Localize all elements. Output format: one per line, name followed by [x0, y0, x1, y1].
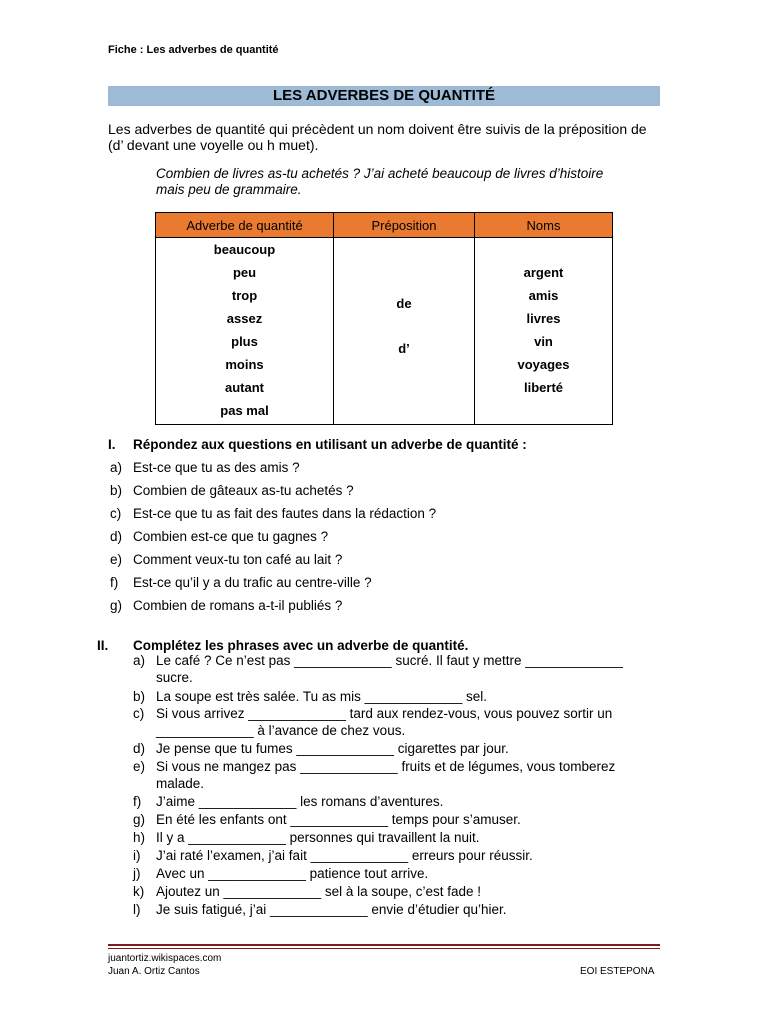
item-letter: d)	[133, 741, 146, 756]
example-line: Combien de livres as-tu achetés ? J’ai acheté beaucoup de livres d’histoire	[156, 166, 604, 181]
intro-line: Les adverbes de quantité qui précèdent un nom doivent être suivis de la préposition de	[108, 121, 647, 137]
list-item	[110, 529, 660, 549]
item-letter: i)	[133, 848, 141, 863]
section1-title: Répondez aux questions en utilisant un adverbe de quantité :	[133, 437, 527, 452]
section2-title: Complétez les phrases avec un adverbe de quantité.	[133, 638, 469, 653]
list-item	[133, 812, 663, 830]
example-line: mais peu de grammaire.	[156, 182, 302, 197]
page-header: Fiche : Les adverbes de quantité	[108, 44, 279, 56]
list-item	[133, 706, 663, 742]
footer-author: Juan A. Ortiz Cantos	[108, 966, 200, 977]
title-bar	[108, 86, 660, 106]
adverb-item: autant	[225, 380, 264, 395]
footer-school: EOI ESTEPONA	[580, 966, 655, 977]
item-text: Le café ? Ce n’est pas _____________ sucré. Il faut y mettre _____________	[156, 653, 623, 668]
list-item	[133, 741, 663, 759]
noun-item: voyages	[517, 357, 570, 372]
list-item	[133, 866, 663, 884]
item-letter: b)	[133, 689, 146, 704]
item-text: Je pense que tu fumes _____________ cigarettes par jour.	[156, 741, 509, 756]
list-item	[110, 460, 660, 480]
item-letter: c)	[133, 706, 145, 721]
list-item	[110, 506, 660, 526]
list-item	[133, 830, 663, 848]
list-item	[133, 689, 663, 707]
item-text: Si vous arrivez _____________ tard aux rendez-vous, vous pouvez sortir un	[156, 706, 613, 721]
item-text: Comment veux-tu ton café au lait ?	[133, 552, 343, 567]
item-text: Combien de gâteaux as-tu achetés ?	[133, 483, 354, 498]
table-header-nouns: Noms	[475, 213, 613, 238]
list-item	[110, 575, 660, 595]
item-text: Est-ce que tu as fait des fautes dans la rédaction ?	[133, 506, 437, 521]
table-header-adverb: Adverbe de quantité	[156, 213, 334, 238]
list-item	[110, 552, 660, 572]
preposition-list	[334, 238, 474, 424]
table-header-preposition: Préposition	[334, 213, 475, 238]
item-letter: g)	[110, 598, 123, 613]
list-item	[133, 902, 663, 920]
example-sentence	[156, 166, 656, 198]
list-item	[133, 848, 663, 866]
item-letter: c)	[110, 506, 122, 521]
nouns-cell	[475, 238, 613, 425]
item-text: J’ai raté l’examen, j’ai fait _____________ erreurs pour réussir.	[156, 848, 533, 863]
item-letter: d)	[110, 529, 123, 544]
item-text: Je suis fatigué, j’ai _____________ envie d’étudier qu’hier.	[156, 902, 507, 917]
noun-item: liberté	[523, 380, 563, 395]
preposition-item: de	[396, 296, 412, 311]
section2-number: II.	[97, 638, 109, 653]
item-text: Combien est-ce que tu gagnes ?	[133, 529, 329, 544]
nouns-list	[475, 238, 612, 424]
list-item	[133, 653, 663, 689]
item-letter: e)	[110, 552, 123, 567]
item-letter: e)	[133, 759, 146, 774]
item-letter: h)	[133, 830, 146, 845]
preposition-item: d’	[398, 341, 410, 356]
adverb-item: pas mal	[220, 403, 269, 418]
item-text: Combien de romans a-t-il publiés ?	[133, 598, 343, 613]
item-text: Il y a _____________ personnes qui travaillent la nuit.	[156, 830, 480, 845]
item-letter: a)	[133, 653, 146, 668]
item-letter: f)	[133, 794, 142, 809]
adverb-item: beaucoup	[213, 242, 276, 257]
adverb-table	[155, 212, 613, 425]
noun-item: livres	[526, 311, 561, 326]
noun-item: argent	[523, 265, 564, 280]
adverb-item: plus	[231, 334, 258, 349]
list-item	[133, 759, 663, 795]
adverb-item: trop	[231, 288, 258, 303]
item-text: Si vous ne mangez pas _____________ fruits et de légumes, vous tomberez	[156, 759, 616, 774]
item-text-cont: malade.	[156, 776, 205, 791]
intro-paragraph	[108, 121, 668, 153]
item-text: Est-ce que tu as des amis ?	[133, 460, 300, 475]
item-letter: f)	[110, 575, 119, 590]
adverbs-list	[156, 238, 333, 424]
adverbs-cell	[156, 238, 334, 425]
footer-rule	[108, 944, 660, 946]
item-text: Avec un _____________ patience tout arrive.	[156, 866, 429, 881]
footer-rule	[108, 948, 660, 949]
noun-item: amis	[528, 288, 559, 303]
item-letter: l)	[133, 902, 141, 917]
footer-site: juantortiz.wikispaces.com	[108, 953, 222, 964]
list-item	[110, 483, 660, 503]
list-item	[133, 794, 663, 812]
intro-line: (d’ devant une voyelle ou h muet).	[108, 137, 319, 153]
adverb-item: moins	[225, 357, 264, 372]
section1-number: I.	[108, 437, 116, 452]
item-text: En été les enfants ont _____________ temps pour s’amuser.	[156, 812, 521, 827]
page-title: LES ADVERBES DE QUANTITÉ	[273, 87, 495, 104]
item-text: Ajoutez un _____________ sel à la soupe, c’est fade !	[156, 884, 481, 899]
item-text: J’aime _____________ les romans d’aventures.	[156, 794, 444, 809]
noun-item: vin	[534, 334, 553, 349]
list-item	[110, 598, 660, 618]
item-text: La soupe est très salée. Tu as mis _____________ sel.	[156, 689, 487, 704]
item-letter: k)	[133, 884, 145, 899]
adverb-item: assez	[226, 311, 263, 326]
item-text-cont: sucre.	[156, 670, 193, 685]
item-text: Est-ce qu’il y a du trafic au centre-ville ?	[133, 575, 372, 590]
preposition-cell	[334, 238, 475, 425]
item-letter: j)	[133, 866, 141, 881]
item-letter: a)	[110, 460, 123, 475]
adverb-item: peu	[232, 265, 257, 280]
item-letter: g)	[133, 812, 146, 827]
item-text-cont: _____________ à l’avance de chez vous.	[156, 723, 406, 738]
item-letter: b)	[110, 483, 123, 498]
list-item	[133, 884, 663, 902]
